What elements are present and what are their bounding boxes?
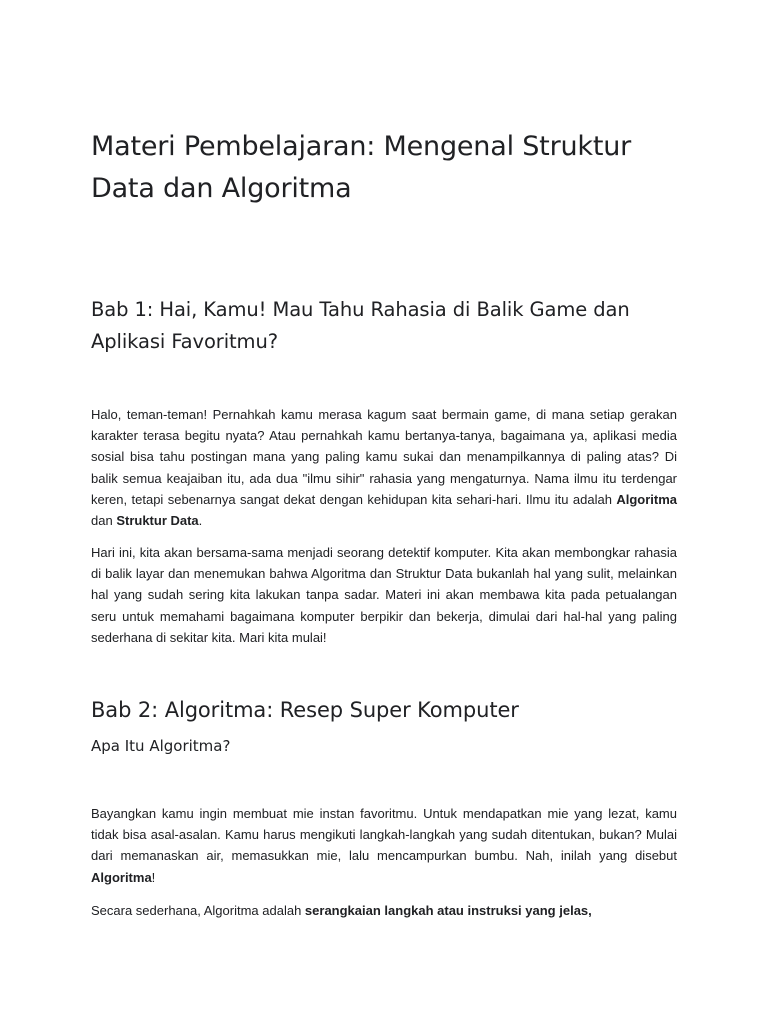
bold-algoritma: Algoritma [616, 491, 677, 507]
paragraph-end-2: ! [151, 869, 156, 885]
bab1-heading: Bab 1: Hai, Kamu! Mau Tahu Rahasia di Balik Game dan Aplikasi Favoritmu? [91, 298, 630, 353]
bab2-paragraph-2-text: Secara sederhana, Algoritma adalah [91, 903, 305, 918]
bold-algoritma-2: Algoritma [91, 869, 152, 885]
bold-definition: serangkaian langkah atau instruksi yang jelas, [304, 903, 592, 918]
bab2-subheading: Apa Itu Algoritma? [91, 737, 231, 755]
bab2-heading: Bab 2: Algoritma: Resep Super Komputer [91, 698, 519, 722]
paragraph-end: . [198, 513, 203, 529]
bold-struktur-data: Struktur Data [116, 513, 199, 529]
bab2-paragraph-1 [91, 803, 677, 888]
bab1-paragraph-2: Hari ini, kita akan bersama-sama menjadi seorang detektif komputer. Kita akan membongkar rahasia di balik layar dan menemukan bahwa Algoritma dan Struktur Data bukanlah hal yang sulit, melainkan hal yang sudah sering kita lakukan tanpa sadar. Materi ini akan membawa kita pada petualangan seru untuk memahami bagaimana komputer berpikir dan bekerja, dimulai dari hal-hal yang paling sederhana di sekitar kita. Mari kita mulai! [91, 545, 677, 645]
bab1-paragraph-1 [91, 404, 677, 531]
bab2-paragraph-2 [91, 900, 677, 921]
document-title: Materi Pembelajaran: Mengenal Struktur Data dan Algoritma [91, 131, 632, 204]
bab2-paragraph-1-text: Bayangkan kamu ingin membuat mie instan favoritmu. Untuk mendapatkan mie yang lezat, kamu tidak bisa asal-asalan. Kamu harus mengikuti langkah-langkah yang sudah ditentukan, bukan? Mulai dari memanaskan air, memasukkan mie, lalu mencampurkan bumbu. Nah, inilah yang disebut [91, 806, 677, 864]
conjunction-text: dan [91, 513, 117, 529]
bab1-paragraph-1-text: Halo, teman-teman! Pernahkah kamu merasa kagum saat bermain game, di mana setiap gerakan karakter terasa begitu nyata? Atau pernahkah kamu bertanya-tanya, bagaimana ya, aplikasi media sosial bisa tahu postingan mana yang paling kamu sukai dan menampilkannya di paling atas? Di balik semua keajaiban itu, ada dua "ilmu sihir" rahasia yang mengaturnya. Nama ilmu itu terdengar keren, tetapi sebenarnya sangat dekat dengan kehidupan kita sehari-hari. Ilmu itu adalah [91, 407, 677, 507]
